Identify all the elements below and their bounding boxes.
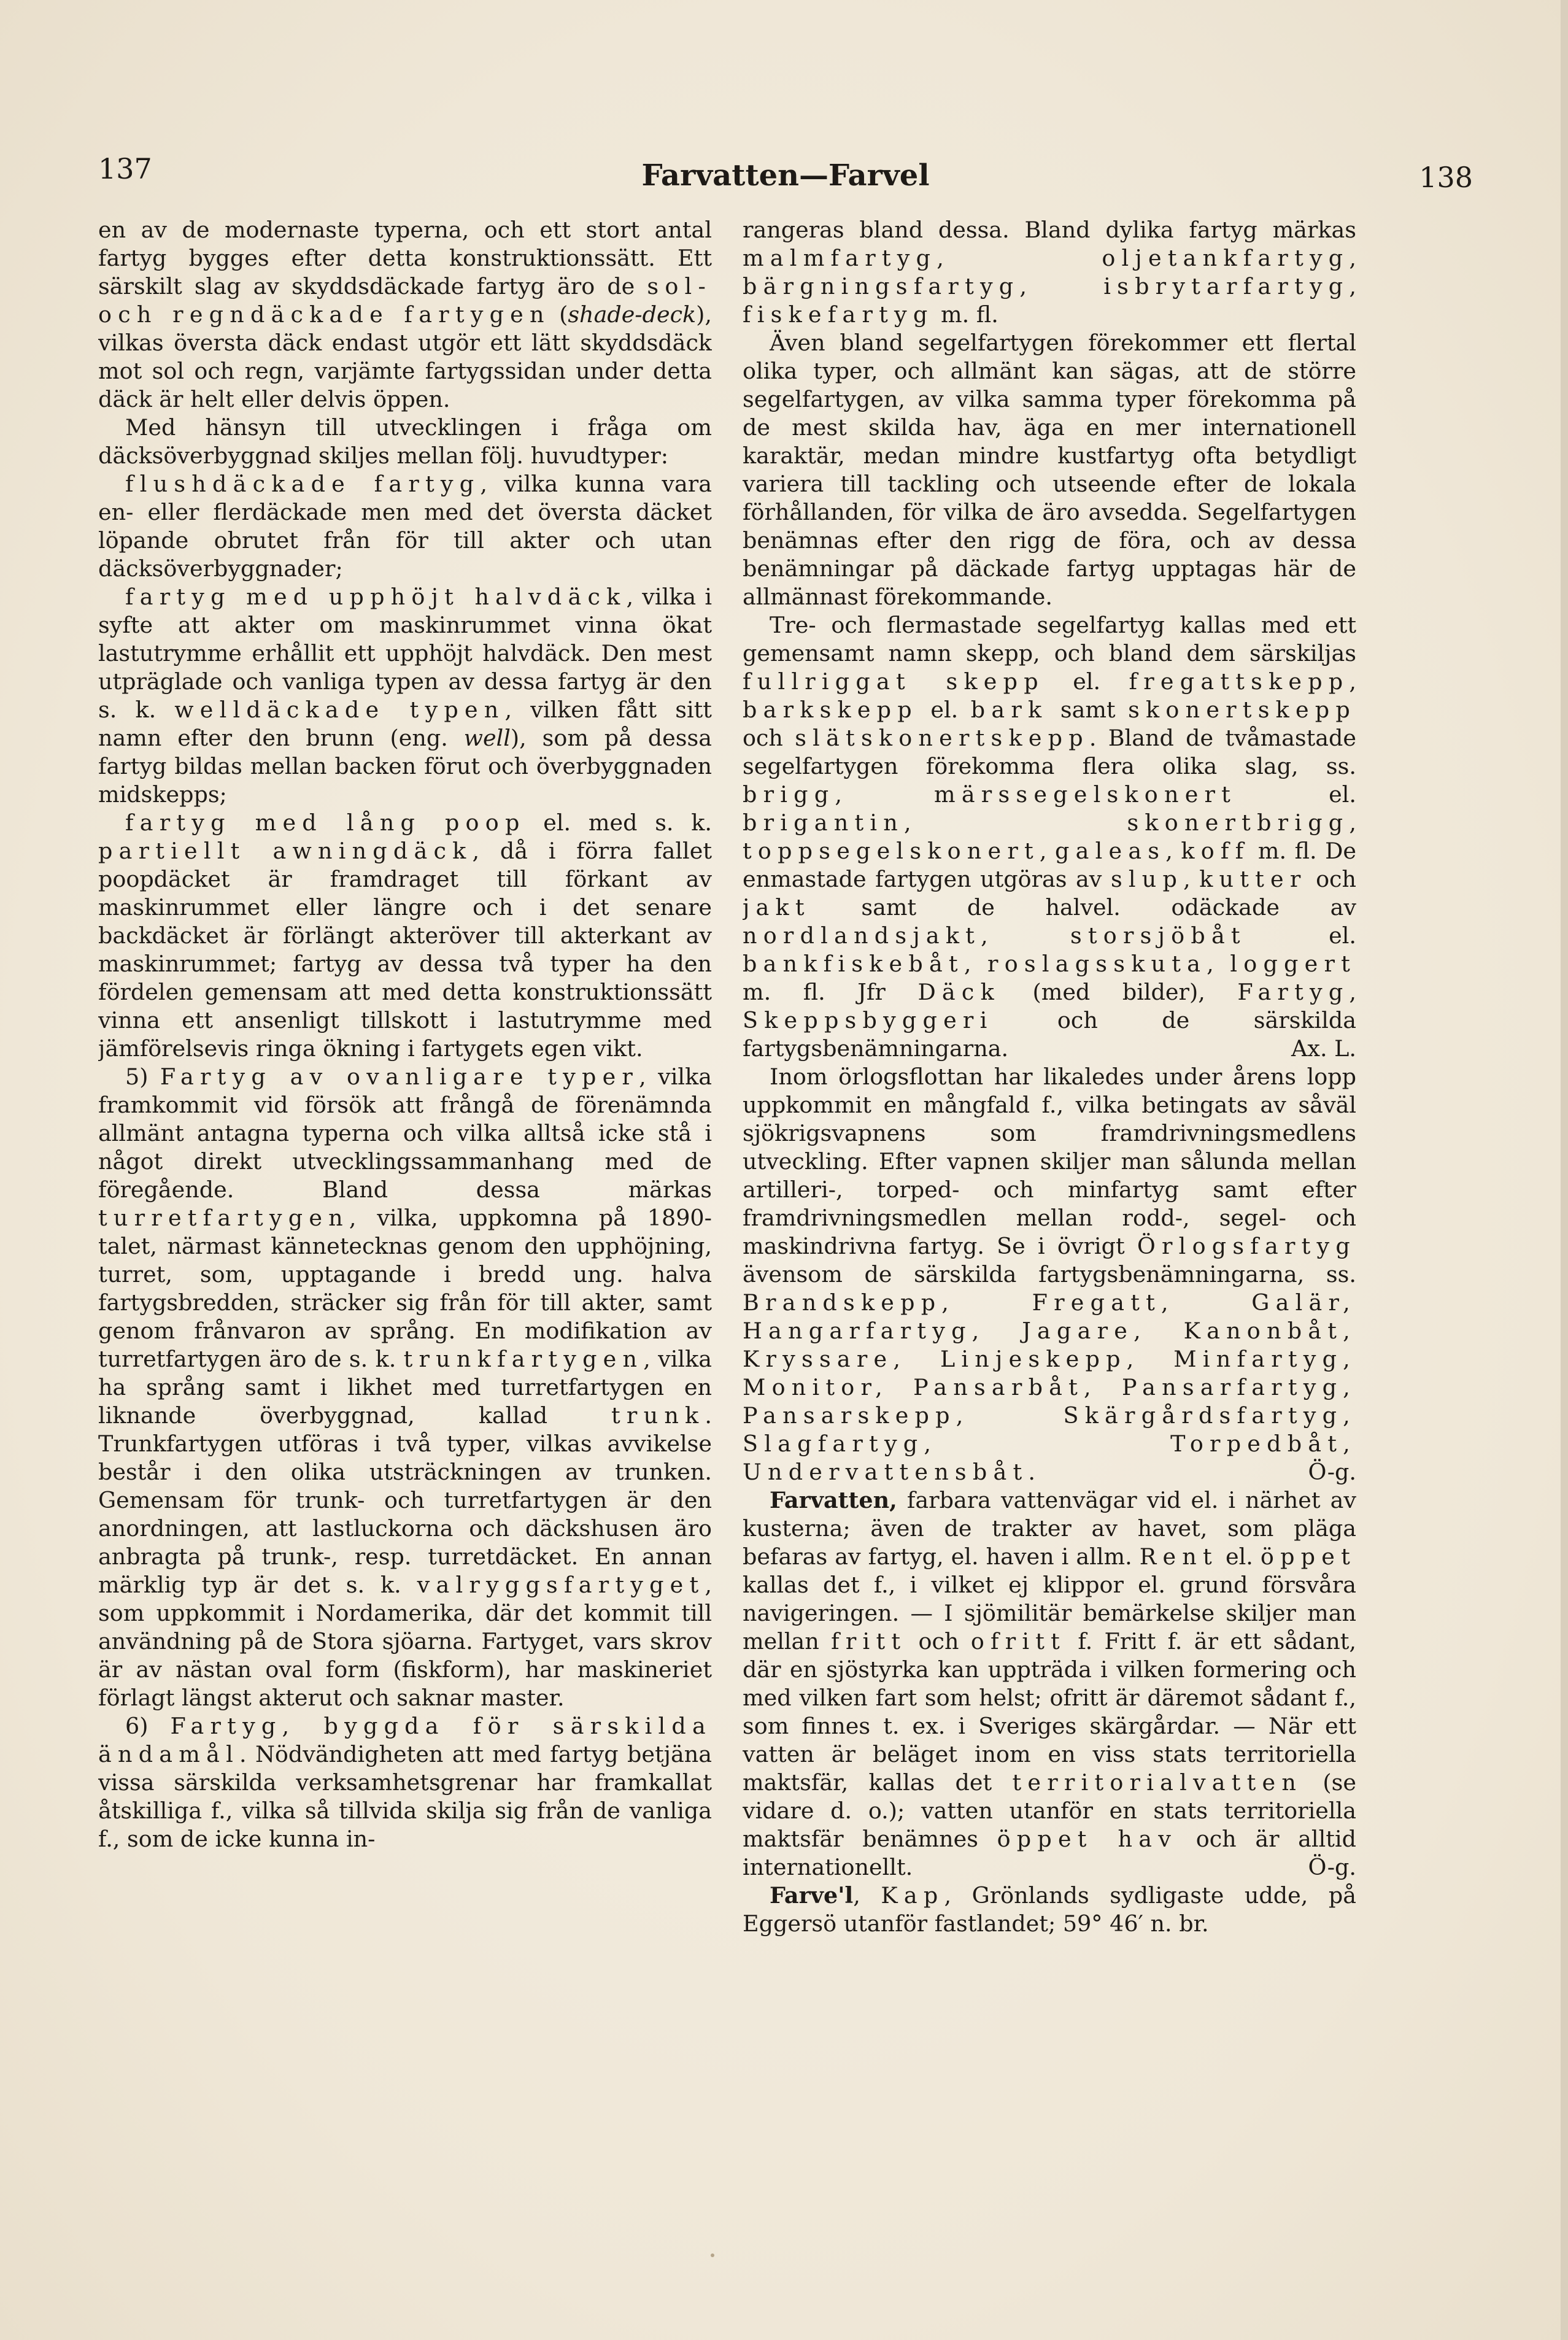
spaced-term: jakt — [743, 894, 811, 921]
left-column — [98, 216, 712, 2303]
spaced-term: loggert — [1230, 951, 1356, 977]
spaced-term: flushdäckade fartyg — [125, 471, 481, 497]
right-column — [743, 216, 1356, 2303]
paragraph: Farve'l, Kap, Grönlands sydligaste udde, på Eggersö utanför fastlandet; 59° 46′ n. br. — [743, 1882, 1356, 1937]
spaced-term: fregattskepp — [1129, 668, 1350, 695]
paragraph: flushdäckade fartyg, vilka kunna vara en- eller flerdäckade men med det översta däcket löpande obrutet från för till akter och utan däcksöverbyggnader; — [98, 471, 712, 582]
paragraph: fartyg med upphöjt halvdäck, vilka i syfte att akter om maskinrummet vinna ökat lastutrymme erhållit ett upphöjt halvdäck. Den mest utpräglade och vanliga typen av dessa fartyg är den s. k. welldäckade typen, vilken fått sitt namn efter den brunn (eng. well), som på dessa fartyg bildas mellan backen förut och överbyggnaden midskepps; — [98, 584, 712, 808]
spaced-term: valryggsfartyget — [417, 1572, 705, 1598]
spaced-term: partiellt awningdäck — [98, 838, 473, 864]
spaced-term: slätskonertskepp — [795, 725, 1089, 751]
spaced-term: Rent — [1139, 1543, 1218, 1570]
headword: Farve'l — [770, 1882, 854, 1909]
paragraph: Med hänsyn till utvecklingen i fråga om däcksöverbyggnad skiljes mellan följ. huvudtyper: — [98, 414, 712, 469]
spaced-term: fartyg med lång poop — [125, 809, 526, 836]
spaced-term: brigg — [743, 781, 835, 808]
spaced-term: Fartyg — [1237, 979, 1350, 1005]
paragraph: Tre- och flermastade segelfartyg kallas med ett gemensamt namn skepp, och bland dem särskiljas fullriggat skepp el. fregattskepp, barkskepp el. bark samt skonertskepp och slätskonertskepp. Bland de tvåmastade segelfartygen förekomma flera olika slag, ss. brigg, märssegelskonert el. brigantin, skonertbrigg, toppsegelskonert, galeas, koff m. fl. De enmastade fartygen utgöras av slup, kutter och jakt samt de halvel. odäckade av nordlandsjakt, storsjöbåt el. bankfiskebåt, roslagsskuta, loggert m. fl. Jfr Däck (med bilder), Fartyg, Skeppsbyggeri och de särskilda fartygsbenämningarna. Ax. L. — [743, 612, 1356, 1062]
spaced-term: skonertskepp — [1128, 697, 1356, 723]
spaced-term: turretfartygen — [98, 1205, 349, 1231]
spaced-term: brigantin — [743, 809, 904, 836]
paragraph: 6) Fartyg, byggda för särskilda ändamål. Nödvändigheten att med fartyg betjäna vissa särskilda verksamhetsgrenar har framkallat åtskilliga f., vilka så tillvida skilja sig från de vanliga f., som de icke kunna in- — [98, 1713, 712, 1852]
spaced-term: Fartyg av ovanligare typer — [160, 1064, 639, 1090]
paragraph: rangeras bland dessa. Bland dylika fartyg märkas malmfartyg, oljetankfartyg, bärgningsfartyg, isbrytarfartyg, fiskefartyg m. fl. — [743, 217, 1356, 328]
spaced-term: öppet — [1260, 1543, 1356, 1570]
spaced-term: Brandskepp, Fregatt, Galär, Hangarfartyg, Jagare, Kanonbåt, Kryssare, Linjeskepp, Minfartyg, Monitor, Pansarbåt, Pansarfartyg, Pansarskepp, Skärgårdsfartyg, Slagfartyg, Torpedbåt, Undervattensbåt — [743, 1289, 1356, 1485]
spaced-term: bankfiskebåt — [743, 951, 964, 977]
page-number-left: 137 — [98, 152, 152, 185]
spaced-term: galeas — [1055, 838, 1166, 864]
spaced-term: öppet hav — [997, 1826, 1178, 1852]
spaced-term: Fartyg, byggda för särskilda ändamål — [98, 1713, 712, 1767]
spaced-term: barkskepp — [743, 697, 918, 723]
spaced-term: fartyg med upphöjt halvdäck — [125, 584, 627, 610]
spaced-term: nordlandsjakt — [743, 922, 981, 949]
ink-speck — [711, 2253, 714, 2257]
spaced-term: trunk — [611, 1402, 705, 1429]
spaced-term: slup — [1110, 866, 1184, 892]
spaced-term: malmfartyg — [743, 245, 937, 271]
paragraph: Även bland segelfartygen förekommer ett flertal olika typer, och allmänt kan sägas, att de större segelfartygen, av vilka samma typer förekomma på de mest skilda hav, äga en mer internationell karaktär, medan mindre kustfartyg ofta betydligt variera till tackling och utseende efter de lokala förhållanden, för vilka de äro avsedda. Segelfartygen benämnas efter den rigg de föra, och av dessa benämningar på däckade fartyg upptagas här de allmännast förekommande. — [743, 330, 1356, 610]
spaced-term: bark — [970, 697, 1048, 723]
spaced-term: fiskefartyg — [743, 301, 934, 328]
paragraph: Inom örlogsflottan har likaledes under årens lopp uppkommit en mångfald f., vilka betingats av såväl sjökrigsvapnens som framdrivningsmedlens utveckling. Efter vapnen skiljer man sålunda mellan artilleri-, torped- och minfartyg samt efter framdrivningsmedlen mellan rodd-, segel- och maskindrivna fartyg. Se i övrigt Örlogsfartyg ävensom de särskilda fartygsbenämningarna, ss. Brandskepp, Fregatt, Galär, Hangarfartyg, Jagare, Kanonbåt, Kryssare, Linjeskepp, Minfartyg, Monitor, Pansarbåt, Pansarfartyg, Pansarskepp, Skärgårdsfartyg, Slagfartyg, Torpedbåt, Undervattensbåt. Ö-g. — [743, 1064, 1356, 1485]
spaced-term: territorialvatten — [1012, 1769, 1303, 1796]
page-header — [98, 152, 1473, 195]
paragraph: en av de modernaste typerna, och ett stort antal fartyg bygges efter detta konstruktionssätt. Ett särskilt slag av skyddsdäckade fartyg äro de sol- och regndäckade fartygen (shade-deck), vilkas översta däck endast utgör ett lätt skyddsdäck mot sol och regn, varjämte fartygssidan under detta däck är helt eller delvis öppen. — [98, 217, 712, 412]
spaced-term: trunkfartygen — [403, 1346, 644, 1372]
author-signature: Ö-g. — [1308, 1459, 1356, 1485]
spaced-term: storsjöbåt — [1070, 922, 1246, 949]
spaced-term: fritt — [831, 1628, 907, 1655]
spaced-term: kutter — [1199, 866, 1307, 892]
spaced-term: roslagsskuta — [987, 951, 1207, 977]
spaced-term: toppsegelskonert — [743, 838, 1040, 864]
spaced-term: welldäckade typen — [174, 697, 505, 723]
paragraph: 5) Fartyg av ovanligare typer, vilka framkommit vid försök att frångå de förenämnda allmänt antagna typerna och vilka alltså icke stå i något direkt utvecklingssammanhang med de föregående. Bland dessa märkas turretfartygen, vilka, uppkomna på 1890-talet, närmast kännetecknas genom den upphöjning, turret, som, upptagande i bredd ung. halva fartygsbredden, sträcker sig från för till akter, samt genom frånvaron av språng. En modifikation av turretfartygen äro de s. k. trunkfartygen, vilka ha språng samt i likhet med turretfartygen en liknande överbyggnad, kallad trunk. Trunkfartygen utföras i två typer, vilkas avvikelse består i den olika utsträckningen av trunken. Gemensam för trunk- och turretfartygen är den anordningen, att lastluckorna och däckshusen äro anbragta på trunk-, resp. turretdäcket. En annan märklig typ är det s. k. valryggsfartyget, som uppkommit i Nordamerika, där det kommit till användning på de Stora sjöarna. Fartyget, vars skrov är av nästan oval form (fiskform), har maskineriet förlagt längst akterut och saknar master. — [98, 1064, 712, 1711]
spaced-term: Skeppsbyggeri — [743, 1007, 994, 1033]
spaced-term: Däck — [917, 979, 1000, 1005]
spaced-term: skonertbrigg — [1127, 809, 1350, 836]
spaced-term: koff — [1181, 838, 1250, 864]
italic-term: well — [463, 725, 511, 751]
paragraph: fartyg med lång poop el. med s. k. partiellt awningdäck, då i förra fallet poopdäcket är framdraget till förkant av maskinrummet eller längre och i det senare backdäcket är förlängt akteröver till akterkant av maskinrummet; fartyg av dessa två typer ha den fördelen gemensam att med detta konstruktionssätt vinna ett ansenligt tillskott i lastutrymme med jämförelsevis ringa ökning i fartygets egen vikt. — [98, 809, 712, 1062]
spaced-term: Örlogsfartyg — [1137, 1233, 1356, 1259]
spaced-term: märssegelskonert — [933, 781, 1237, 808]
author-signature: Ö-g. — [1308, 1854, 1356, 1880]
spaced-term: isbrytarfartyg — [1103, 273, 1350, 299]
spaced-term: oljetankfartyg — [1102, 245, 1350, 271]
page-edge — [1561, 0, 1568, 2340]
spaced-term: fullriggat skepp — [743, 668, 1045, 695]
headword: Farvatten, — [770, 1487, 897, 1513]
author-signature: Ax. L. — [1291, 1035, 1356, 1062]
spaced-term: sol- och regndäckade fartygen — [98, 273, 712, 328]
running-title: Farvatten—Farvel — [641, 158, 930, 193]
spaced-term: ofritt — [970, 1628, 1067, 1655]
paragraph: Farvatten, farbara vattenvägar vid el. i närhet av kusterna; även de trakter av havet, som pläga befaras av fartyg, el. haven i allm. Rent el. öppet kallas det f., i vilket ej klippor el. grund försvåra navigeringen. — I sjömilitär bemärkelse skiljer man mellan fritt och ofritt f. Fritt f. är ett sådant, där en sjöstyrka kan uppträda i vilken formering och med vilken fart som helst; ofritt är däremot sådant f., som finnes t. ex. i Sveriges skärgårdar. — När ett vatten är beläget inom en viss stats territoriella maktsfär, kallas det territorialvatten (se vidare d. o.); vatten utanför en stats territoriella maktsfär benämnes öppet hav och är alltid internationellt. Ö-g. — [743, 1487, 1356, 1880]
italic-term: shade-deck — [568, 301, 697, 328]
spaced-term: Kap — [881, 1882, 944, 1909]
page-number-right: 138 — [1419, 161, 1473, 194]
spaced-term: bärgningsfartyg — [743, 273, 1020, 299]
